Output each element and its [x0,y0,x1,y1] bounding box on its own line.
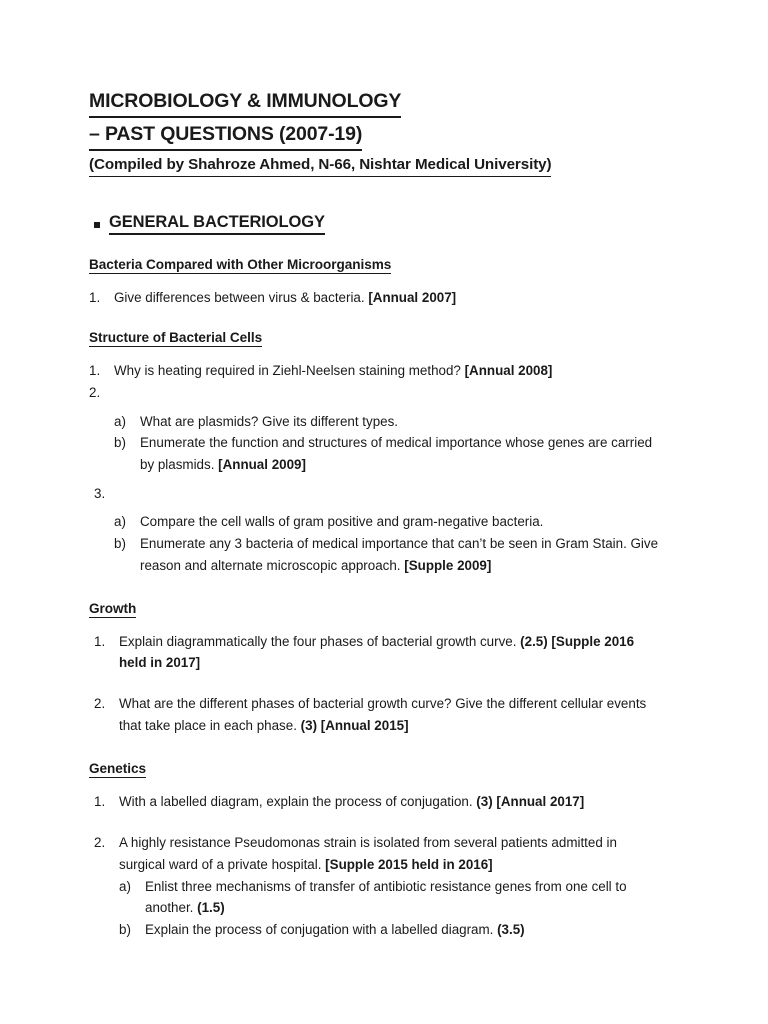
sub-question-item [89,919,664,941]
section-heading-bacteria-compared [89,257,664,274]
question-item [89,631,664,674]
document-subtitle [89,155,664,177]
question-marker: 1. [89,363,101,379]
page-title [89,88,664,151]
question-text [119,631,664,674]
question-text [119,832,664,875]
question-item [89,693,664,736]
question-item [89,287,664,309]
question-exam-tag: (3) [Annual 2015] [300,717,409,733]
sub-question-text [140,411,664,433]
question-body: Explain diagrammatically the four phases of bacterial growth curve. [119,633,521,649]
sub-question-exam-tag: [Annual 2009] [218,457,306,473]
sub-question-marker: b) [119,921,131,937]
sub-question-body: Compare the cell walls of gram positive and gram-negative bacteria. [140,514,544,530]
section-heading-label: Genetics [89,761,147,777]
question-text [119,791,664,813]
question-text [114,382,664,404]
question-body: What are the different phases of bacterial growth curve? Give the different cellular events that take place in each phase. [119,696,647,733]
section-heading-growth [89,601,664,618]
sub-question-list-2 [89,411,664,476]
sub-question-list-genetics [89,876,664,941]
section-heading-label: Bacteria Compared with Other Microorganisms [89,256,392,272]
sub-question-text [140,533,664,576]
sub-question-item [89,511,664,533]
question-exam-tag: (3) [Annual 2017] [476,794,585,810]
question-list-structure [89,360,664,403]
compiled-by-text: (Compiled by Shahroze Ahmed, N-66, Nishtar Medical University) [89,155,551,177]
section-heading-label: Growth [89,600,137,616]
question-text [114,287,664,309]
section-heading-genetics [89,761,664,778]
question-text [119,693,664,736]
question-exam-tag: [Supple 2015 held in 2016] [325,856,493,872]
question-marker: 1. [94,794,106,810]
question-marker: 2. [94,696,106,711]
question-text [114,360,664,382]
question-list-genetics [89,791,664,875]
sub-question-item [89,411,664,433]
section-heading-label: Structure of Bacterial Cells [89,330,263,346]
question-marker: 2. [89,384,101,400]
sub-question-list-3 [89,511,664,576]
question-list-structure-3 [89,483,664,505]
chapter-label: GENERAL BACTERIOLOGY [109,213,325,235]
sub-question-marks: (3.5) [497,921,525,937]
sub-question-marker: a) [114,514,126,530]
title-line-1: MICROBIOLOGY & IMMUNOLOGY [89,88,401,118]
question-body: Why is heating required in Ziehl-Neelsen staining method? [114,363,465,379]
sub-question-exam-tag: [Supple 2009] [404,557,492,573]
sub-question-body: Enumerate the function and structures of medical importance whose genes are carried by plasmids. [140,435,653,473]
sub-question-text [145,876,664,919]
question-marker: 1. [89,289,101,305]
question-item [89,791,664,813]
title-line-2: – PAST QUESTIONS (2007-19) [89,121,362,151]
question-item [89,360,664,382]
chapter-heading [89,213,664,235]
sub-question-text [140,511,664,533]
sub-question-item [89,432,664,475]
sub-question-text [145,919,664,941]
sub-question-body: Enumerate any 3 bacteria of medical importance that can’t be seen in Gram Stain. Give reason and alternate microscopic approach. [140,536,659,573]
question-item [89,483,664,505]
question-body: With a labelled diagram, explain the process of conjugation. [119,794,477,810]
document-title-block [89,88,664,177]
sub-question-text [140,432,664,475]
question-list-bacteria-compared [89,287,664,309]
sub-question-marker: a) [114,413,126,429]
question-exam-tag: (2.5) [Supple 2016 held in 2017] [119,633,635,671]
sub-question-item [89,533,664,576]
question-marker: 2. [94,835,106,851]
sub-question-body: Explain the process of conjugation with a labelled diagram. [145,921,498,937]
sub-question-marks: (1.5) [197,900,225,916]
question-list-growth [89,631,664,737]
sub-question-marker: b) [114,435,126,451]
question-exam-tag: [Annual 2007] [368,289,457,305]
question-body: A highly resistance Pseudomonas strain is isolated from several patients admitted in surgical ward of a private hospital. [119,835,617,872]
sub-question-marker: a) [119,878,131,894]
question-marker: 1. [94,633,106,649]
question-exam-tag: [Annual 2008] [464,363,553,379]
sub-question-body: Enlist three mechanisms of transfer of antibiotic resistance genes from one cell to another. [145,878,627,916]
black-square-bullet-icon [94,222,100,228]
sub-question-item [89,876,664,919]
question-marker: 3. [94,485,106,501]
question-text [119,483,664,505]
sub-question-body: What are plasmids? Give its different types. [140,413,399,429]
sub-question-marker: b) [114,536,126,552]
question-item [89,382,664,404]
question-item [89,832,664,875]
question-body: Give differences between virus & bacteria. [114,289,369,305]
section-heading-structure-of-bacterial-cells [89,330,664,347]
